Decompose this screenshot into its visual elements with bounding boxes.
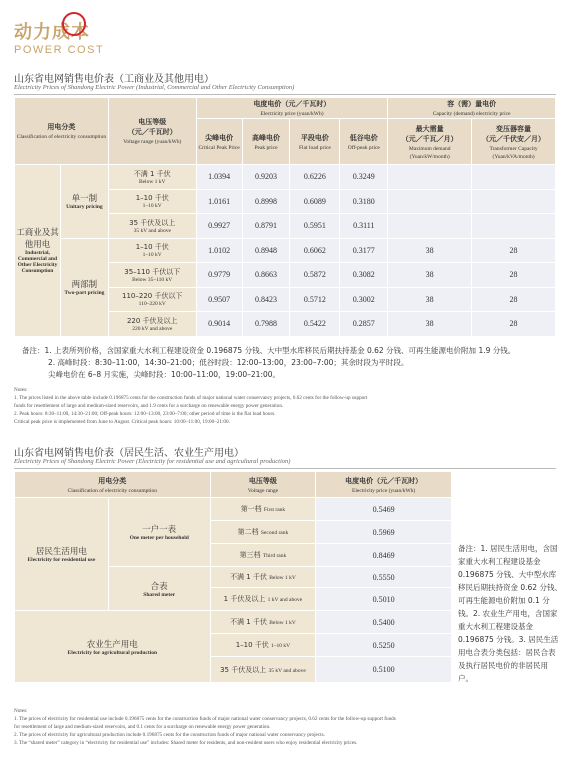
price-cell: 0.8423 [242,287,290,312]
price-cell: 0.5712 [290,287,340,312]
table2-side-note: 备注：1. 居民生活用电，含国家重大水利工程建设基金 0.196875 分钱、大中型水库移民后期扶持资金 0.62 分钱、可再生能源电价附加 0.1 分钱。2. 农业生产用电，含国家重大水利工程建设基金 0.196875 分钱。3. 居民生活用电合表分类包括：居民合表及执行居民电价的非居民用户。 [458,544,562,683]
industrial-price-table [14,97,556,337]
header-electricity-price: 电度电价（元／千瓦时） Electricity price (yuan/kWh) [196,98,388,119]
price-cell: 0.6089 [290,189,340,214]
voltage-cell: 1–10 千伏 1–10 kV [108,238,196,263]
price-cell: 0.3111 [340,214,388,239]
max-demand-cell: 38 [388,263,472,288]
table1-notes-en [14,386,367,426]
header-subtitle: POWER COST [14,44,105,56]
price-cell: 0.9779 [196,263,242,288]
price-cell: 0.9927 [196,214,242,239]
voltage-cell: 不满 1 千伏 Below 1 kV [210,611,316,634]
voltage-cell: 35 千伏及以上 35 kV and above [108,214,196,239]
red-circle-mark [62,12,86,36]
max-demand-cell: 38 [388,238,472,263]
header-off-peak: 低谷电价 Off-peak price [340,119,388,165]
table-row [15,165,556,190]
voltage-cell: 第一档 First rank [210,498,316,521]
table-row [15,498,452,521]
header-capacity-price: 容（需）量电价 Capacity (demand) electricity price [388,98,556,119]
note-line: 1. The prices listed in the above table include 0.196875 cents for the construction funds of major national water conservancy projects, 0.62 cents for the follow-up support [14,395,368,401]
header-flat: 平段电价 Flat load price [290,119,340,165]
price-cell: 0.8663 [242,263,290,288]
transformer-cell: 28 [472,263,556,288]
note-line: 1. The prices of electricity for residential use include 0.196875 cents for the construction funds of major national water conservancy projects, 0.62 cents for the follow-up support funds [14,716,396,722]
table1-title: 山东省电网销售电价表（工商业及其他用电） [14,74,214,85]
voltage-cell: 110–220 千伏以下 110–220 kV [108,287,196,312]
table2-title: 山东省电网销售电价表（居民生活、农业生产用电） [14,448,244,459]
price-cell: 0.6226 [290,165,340,190]
price-cell: 0.8791 [242,214,290,239]
price-cell: 1.0161 [196,189,242,214]
voltage-cell: 220 千伏及以上 220 kV and above [108,312,196,337]
max-demand-cell [388,214,472,239]
header-electricity-price: 电度电价（元／千瓦时） Electricity price (yuan/kWh) [316,472,452,498]
one-meter-cell: 一户一表 One meter per household [108,498,210,567]
price-cell: 0.5250 [316,634,452,657]
transformer-cell [472,189,556,214]
price-cell: 1.0102 [196,238,242,263]
price-cell: 0.3177 [340,238,388,263]
price-cell: 0.5400 [316,611,452,634]
two-part-cell: 两部制 Two-part pricing [60,238,108,336]
price-cell: 0.5010 [316,588,452,611]
max-demand-cell: 38 [388,312,472,337]
price-cell: 0.5550 [316,567,452,588]
voltage-cell: 1 千伏及以上 1 kV and above [210,588,316,611]
transformer-cell: 28 [472,287,556,312]
transformer-cell [472,214,556,239]
divider [14,94,556,95]
table2-notes-en [14,707,396,747]
transformer-cell: 28 [472,312,556,337]
header-critical-peak: 尖峰电价 Critical Peak Price [196,119,242,165]
price-cell: 0.9507 [196,287,242,312]
price-cell: 0.5469 [316,498,452,521]
price-cell: 1.0394 [196,165,242,190]
max-demand-cell: 38 [388,287,472,312]
note-line: 尖峰电价在 6–8 月实施，尖峰时段：10:00–11:00，19:00–21:00。 [48,370,281,379]
residential-price-table [14,471,452,683]
price-cell: 0.3002 [340,287,388,312]
price-cell: 0.6062 [290,238,340,263]
note-line: Critical peak price is implemented from June to August. Critical peak hours: 10:00–11:00, 19:00–21:00. [14,419,230,425]
note-line: 3. The “shared meter” category in “electricity for residential use” includes: Shared meter for residents, and non-resident users who enjoy residential electricity prices. [14,740,358,746]
note-line: for resettlement of large and medium-sized reservoirs, and 0.1 cents for a surcharge on renewable energy power generation. [14,724,271,730]
note-line: 2. The prices of electricity for agricultural production include 0.196875 cents for the construction funds of major national water conservancy projects. [14,732,325,738]
price-cell: 0.7988 [242,312,290,337]
max-demand-cell [388,189,472,214]
price-cell: 0.3082 [340,263,388,288]
header-classification: 用电分类 Classification of electricity consumption [15,98,109,165]
voltage-cell: 1–10 千伏 1–10 kV [108,189,196,214]
price-cell: 0.8998 [242,189,290,214]
price-cell: 0.5951 [290,214,340,239]
note-line: funds for resettlement of large and medium-sized reservoirs, and 1.9 cents for a surcharge on renewable energy power generation. [14,403,284,409]
note-line: Notes: [14,708,28,714]
voltage-cell: 第三档 Third rank [210,544,316,567]
voltage-cell: 1–10 千伏 1–10 kV [210,634,316,657]
header-transformer: 变压器容量 （元／千伏安／月） Transformer Capacity (Yuan/kVA/month) [472,119,556,165]
voltage-cell: 第二档 Second rank [210,521,316,544]
price-cell: 0.9014 [196,312,242,337]
table2-subtitle: Electricity Prices of Shandong Electric Power (Electricity for residential use and agricultural production) [14,458,291,465]
transformer-cell: 28 [472,238,556,263]
table1-subtitle: Electricity Prices of Shandong Electric Power (Industrial, Commercial and Other Electricity Consumption) [14,84,295,91]
divider [14,468,556,469]
unitary-cell: 单一制 Unitary pricing [60,165,108,239]
shared-meter-cell: 合表 Shared meter [108,567,210,611]
header-classification: 用电分类 Classification of electricity consumption [15,472,211,498]
header-voltage: 电压等级 Voltage range [210,472,316,498]
section-header [14,18,104,56]
transformer-cell [472,165,556,190]
price-cell: 0.3249 [340,165,388,190]
note-line: 2. 高峰时段：8:30–11:00，14:30–21:00；低谷时段：12:00–13:00，23:00–7:00；其余时段为平时段。 [48,358,409,367]
agricultural-cell: 农业生产用电 Electricity for agricultural production [15,611,211,683]
header-max-demand: 最大需量 （元／千瓦／月） Maximum demand (Yuan/kW/month) [388,119,472,165]
note-line: 备注：1. 上表所列价格，含国家重大水利工程建设资金 0.196875 分钱、大中型水库移民后期扶持基金 0.62 分钱、可再生能源电价附加 1.9 分钱。 [22,346,516,355]
note-line: Notes: [14,387,28,393]
price-cell: 0.8469 [316,544,452,567]
voltage-cell: 35 千伏及以上 35 kV and above [210,657,316,683]
voltage-cell: 不满 1 千伏 Below 1 kV [210,567,316,588]
table-row [15,238,556,263]
table1-notes-cn [22,345,515,381]
header-title: 动力成本 [14,22,90,43]
price-cell: 0.5872 [290,263,340,288]
price-cell: 0.3180 [340,189,388,214]
price-cell: 0.5100 [316,657,452,683]
voltage-cell: 不满 1 千伏 Below 1 kV [108,165,196,190]
residential-cell: 居民生活用电 Electricity for residential use [15,498,109,611]
price-cell: 0.9203 [242,165,290,190]
price-cell: 0.5422 [290,312,340,337]
category-cell: 工商业及其他用电 Industrial, Commercial and Other Electricity Consumption [15,165,61,337]
price-cell: 0.5969 [316,521,452,544]
header-voltage: 电压等级 （元／千瓦时） Voltage range (yuan/kWh) [108,98,196,165]
table-row [15,611,452,634]
max-demand-cell [388,165,472,190]
voltage-cell: 35–110 千伏以下 Below 35–110 kV [108,263,196,288]
header-peak: 高峰电价 Peak price [242,119,290,165]
price-cell: 0.8948 [242,238,290,263]
price-cell: 0.2857 [340,312,388,337]
note-line: 2. Peak hours: 8:30–11:00, 14:30–21:00; Off-peak hours: 12:00–13:00, 23:00–7:00; other period of time is the flat load hours. [14,411,276,417]
